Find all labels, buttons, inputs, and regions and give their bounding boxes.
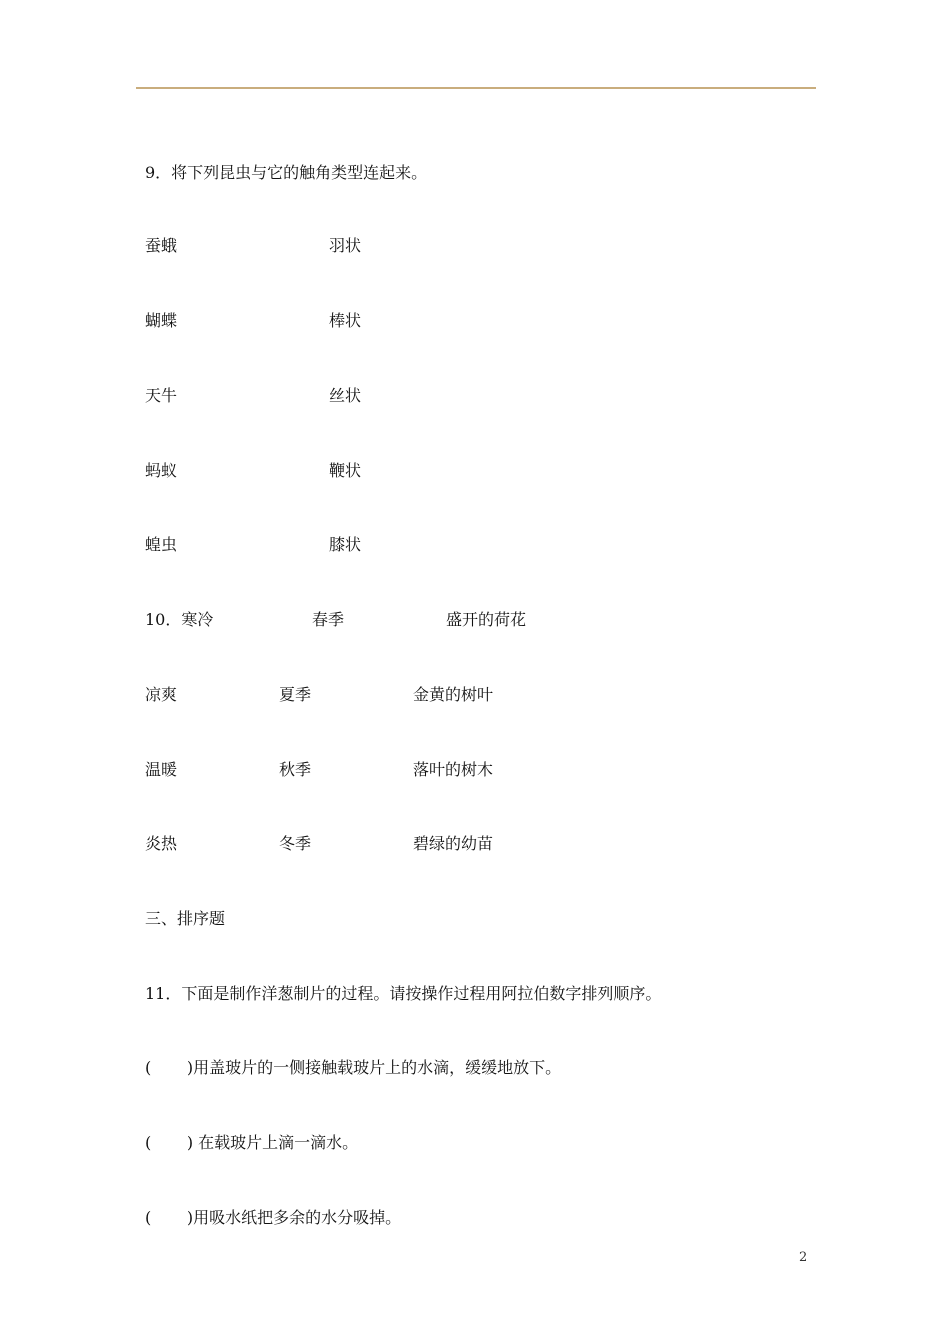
q9-row	[145, 461, 362, 521]
q9-insect: 天牛	[145, 386, 178, 405]
q10-row	[145, 610, 527, 690]
q10-season: 冬季	[279, 834, 312, 853]
q10-season: 夏季	[279, 685, 312, 704]
header-rule	[136, 87, 816, 89]
q11-step: ( ) 在载玻片上滴一滴水。	[145, 1133, 359, 1152]
question-11-title: 11．下面是制作洋葱制片的过程。请按操作过程用阿拉伯数字排列顺序。	[145, 984, 662, 1003]
q9-insect: 蝗虫	[145, 535, 178, 554]
q11-step: ( )用吸水纸把多余的水分吸掉。	[145, 1208, 402, 1227]
q10-row	[145, 685, 494, 765]
q9-insect: 蚕蛾	[145, 236, 178, 255]
q9-row	[145, 311, 362, 371]
q10-scene: 盛开的荷花	[446, 610, 527, 629]
q10-row	[145, 760, 494, 840]
q10-season: 春季	[312, 610, 345, 629]
q10-scene: 金黄的树叶	[413, 685, 494, 704]
q9-insect: 蝴蝶	[145, 311, 178, 330]
q10-scene: 落叶的树木	[413, 760, 494, 779]
page-number: 2	[799, 1250, 808, 1265]
question-9-title: 9．将下列昆虫与它的触角类型连起来。	[145, 163, 428, 182]
q9-row	[145, 236, 362, 296]
q10-temperature: 凉爽	[145, 685, 178, 704]
q10-temperature: 炎热	[145, 834, 178, 853]
q9-row	[145, 386, 362, 446]
q9-antenna-type: 羽状	[329, 236, 362, 255]
q9-antenna-type: 鞭状	[329, 461, 362, 480]
q11-step: ( )用盖玻片的一侧接触载玻片上的水滴，缓缓地放下。	[145, 1058, 562, 1077]
q10-row	[145, 834, 494, 914]
q9-antenna-type: 膝状	[329, 535, 362, 554]
q9-antenna-type: 棒状	[329, 311, 362, 330]
section-3-heading: 三、排序题	[145, 909, 226, 928]
q10-season: 秋季	[279, 760, 312, 779]
q9-row	[145, 535, 362, 595]
q9-antenna-type: 丝状	[329, 386, 362, 405]
q10-temperature: 温暖	[145, 760, 178, 779]
q10-scene: 碧绿的幼苗	[413, 834, 494, 853]
q9-insect: 蚂蚁	[145, 461, 178, 480]
q10-temperature: 10．寒冷	[145, 610, 214, 629]
